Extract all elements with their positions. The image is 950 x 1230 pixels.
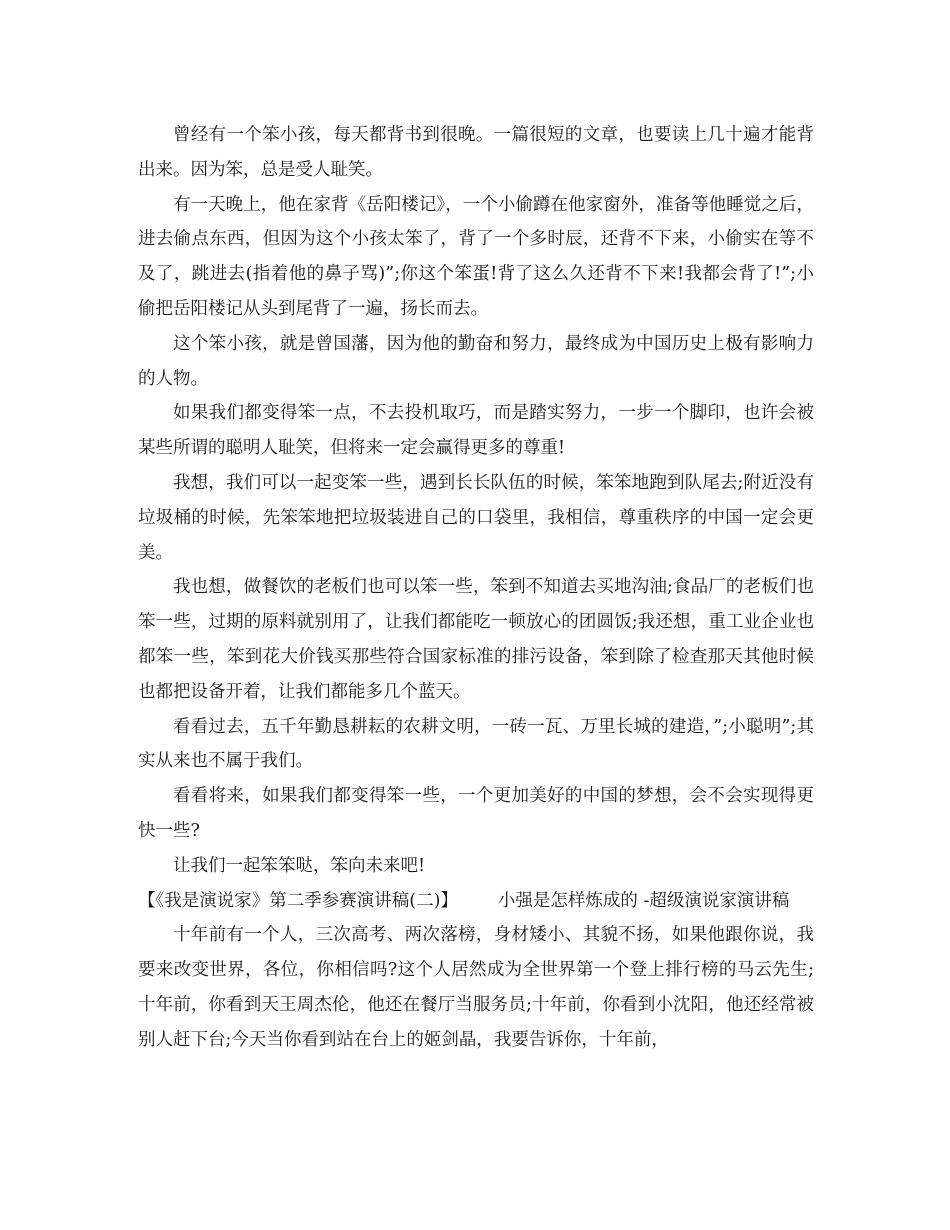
paragraph: 如果我们都变得笨一点，不去投机取巧，而是踏实努力，一步一个脚印，也许会被某些所谓的聪明人耻笑，但将来一定会赢得更多的尊重! (138, 403, 814, 459)
heading-title: 【《我是演说家》第二季参赛演讲稿(二)】 (138, 890, 458, 911)
paragraph: 曾经有一个笨小孩，每天都背书到很晚。一篇很短的文章，也要读上几十遍才能背出来。因为笨，总是受人耻笑。 (138, 125, 814, 180)
paragraph: 十年前有一个人，三次高考、两次落榜，身材矮小、其貌不扬，如果他跟你说，我要来改变世界，各位，你相信吗?这个人居然成为全世界第一个登上排行榜的马云先生;十年前，你看到天王周杰伦，他还在餐厅当服务员;十年前，你看到小沈阳，他还经常被别人赶下台;今天当你看到站在台上的姬剑晶，我要告诉你，十年前， (138, 925, 814, 1050)
section-heading (138, 884, 814, 919)
paragraph: 我也想，做餐饮的老板们也可以笨一些，笨到不知道去买地沟油;食品厂的老板们也笨一些，过期的原料就别用了，让我们都能吃一顿放心的团圆饭;我还想，重工业企业也都笨一些，笨到花大价钱买那些符合国家标准的排污设备，笨到除了检查那天其他时候也都把设备开着，让我们都能多几个蓝天。 (138, 577, 814, 702)
document-body (138, 118, 814, 1058)
heading-subtitle: 小强是怎样炼成的 -超级演说家演讲稿 (497, 890, 790, 911)
paragraph: 这个笨小孩，就是曾国藩，因为他的勤奋和努力，最终成为中国历史上极有影响力的人物。 (138, 333, 814, 389)
paragraph: 让我们一起笨笨哒，笨向未来吧! (173, 855, 426, 876)
paragraph: 看看过去，五千年勤恳耕耘的农耕文明，一砖一瓦、万里长城的建造，”;小聪明”;其实从来也不属于我们。 (138, 716, 814, 772)
paragraph: 看看将来，如果我们都变得笨一些，一个更加美好的中国的梦想，会不会实现得更快一些? (138, 786, 814, 841)
paragraph: 我想，我们可以一起变笨一些，遇到长长队伍的时候，笨笨地跑到队尾去;附近没有垃圾桶的时候，先笨笨地把垃圾装进自己的口袋里，我相信，尊重秩序的中国一定会更美。 (138, 472, 814, 563)
paragraph: 有一天晚上，他在家背《岳阳楼记》，一个小偷蹲在他家窗外，准备等他睡觉之后，进去偷点东西，但因为这个小孩太笨了，背了一个多时辰，还背不下来，小偷实在等不及了，跳进去(指着他的鼻子骂)”;你这个笨蛋!背了这么久还背不下来!我都会背了!”;小偷把岳阳楼记从头到尾背了一遍，扬长而去。 (138, 194, 814, 319)
